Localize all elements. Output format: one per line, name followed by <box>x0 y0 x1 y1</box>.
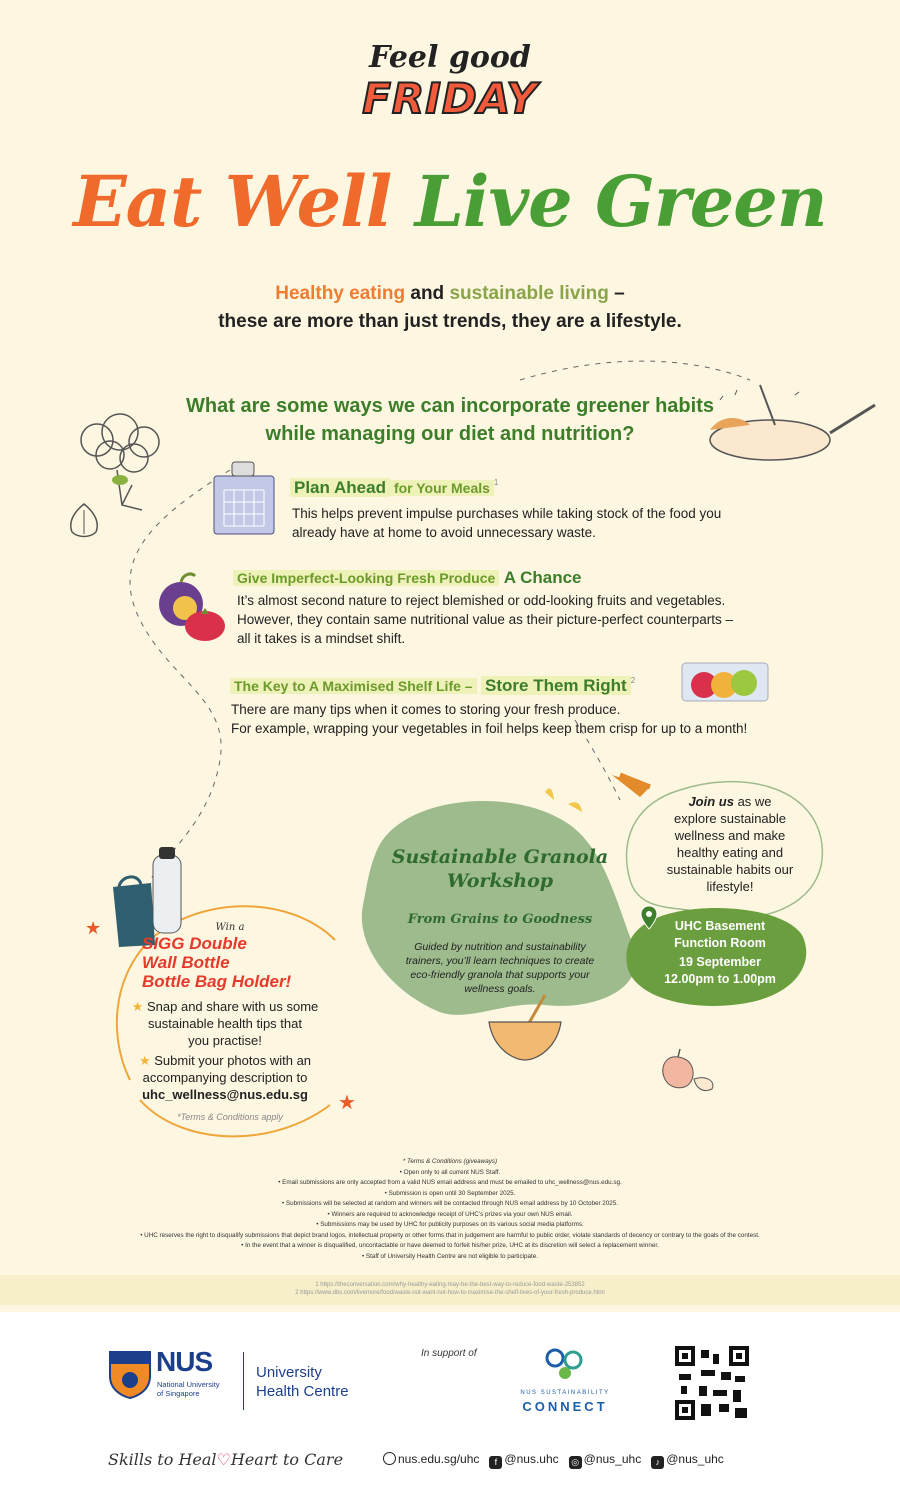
feel-good-label: Feel good <box>369 40 531 75</box>
tagline-part-2: Heart to Care <box>230 1450 344 1469</box>
in-support-of: In support of <box>421 1348 477 1359</box>
workshop-title-line-1: Sustainable Granola <box>391 846 609 868</box>
nus-full-line: of Singapore <box>157 1389 200 1398</box>
tip-2-body <box>237 591 797 648</box>
join-line: lifestyle! <box>706 879 754 894</box>
tip-1-heading-big: Plan Ahead <box>290 478 390 497</box>
tip-1-heading <box>290 478 498 498</box>
giveaway-step-1 <box>120 998 330 1049</box>
facebook-icon: f <box>489 1456 502 1469</box>
venue-info <box>640 918 800 988</box>
prize-line: SIGG Double <box>142 934 247 953</box>
frying-pan-icon <box>700 375 880 475</box>
prize-line: Bottle Bag Holder! <box>142 972 292 991</box>
terms-item: • Staff of University Health Centre are not eligible to participate. <box>361 1252 539 1260</box>
calendar-icon <box>210 460 278 538</box>
workshop-title-line-2: Workshop <box>446 870 554 892</box>
tip-2-body-line: It’s almost second nature to reject blemished or odd-looking fruits and vegetables. <box>237 593 726 608</box>
website-text: nus.edu.sg/uhc <box>398 1452 480 1466</box>
subtitle-line-2: these are more than just trends, they are a lifestyle. <box>218 311 682 332</box>
page-title <box>0 160 900 243</box>
tip-3-heading-small: The Key to A Maximised Shelf Life – <box>230 678 477 694</box>
subtitle-healthy-eating: Healthy eating <box>275 283 406 304</box>
title-live-green: Live Green <box>414 160 827 243</box>
terms-and-conditions <box>0 1157 900 1262</box>
subtitle-line-1 <box>0 280 900 308</box>
plum-icon <box>155 570 230 645</box>
garlic-icon <box>64 500 104 540</box>
subtitle-and: and <box>405 283 450 304</box>
leaf-decoration <box>540 782 590 822</box>
workshop-description-line: eco-friendly granola that supports your <box>410 969 590 981</box>
tip-3-body-line: There are many tips when it comes to storing your fresh produce. <box>231 702 621 717</box>
nus-full-line: National University <box>157 1380 220 1389</box>
nus-logo-text: NUS <box>156 1346 213 1377</box>
friday-label <box>0 74 900 123</box>
globe-icon <box>383 1452 396 1465</box>
logo-divider <box>243 1352 244 1410</box>
tip-3-body-line: For example, wrapping your vegetables in foil helps keep them crisp for up to a month! <box>231 721 748 736</box>
join-line: wellness and make <box>674 828 786 843</box>
terms-heading: * Terms & Conditions (giveaways) <box>402 1158 498 1165</box>
heart-icon: ♡ <box>216 1450 231 1469</box>
instagram-icon: ◎ <box>569 1456 582 1469</box>
join-line-1-rest: as we <box>733 794 772 809</box>
tiktok-link[interactable] <box>651 1452 724 1466</box>
uhc-name <box>256 1363 349 1401</box>
nus-full-name <box>157 1380 220 1398</box>
tagline-part-1: Skills to Heal <box>108 1450 217 1469</box>
tip-3-heading-big: Store Them Right <box>481 676 631 695</box>
reference-1[interactable]: 1 https://theconversation.com/why-healthy-eating-may-be-the-best-way-to-reduce-food-waste-253852 <box>315 1282 585 1288</box>
tip-3-heading <box>230 676 635 696</box>
tip-2-heading <box>233 568 582 588</box>
tip-2-heading-big: A Chance <box>503 568 582 587</box>
prize-line: Wall Bottle <box>142 953 230 972</box>
terms-item: • Submission is open until 30 September 2025. <box>384 1189 516 1197</box>
terms-note: *Terms & Conditions apply <box>177 1112 283 1122</box>
reference-2[interactable]: 2 https://www.dbs.com/livemore/food/waste-not-want-not-how-to-maximise-the-shelf-lives-of-your-fresh-produce.html <box>295 1290 605 1296</box>
terms-item: • Open only to all current NUS Staff. <box>399 1168 501 1176</box>
star-icon: ★ <box>338 1090 356 1114</box>
workshop-description-line: wellness goals. <box>464 983 536 995</box>
terms-item: • Submissions will be selected at random and winners will be contacted through NUS email address by 10 October 2025. <box>281 1200 619 1207</box>
nus-sustainability-connect-icon <box>543 1346 587 1384</box>
nsc-label-big: CONNECT <box>522 1399 608 1414</box>
uhc-line: Health Centre <box>256 1383 349 1400</box>
title-eat-well: Eat Well <box>73 160 392 243</box>
subtitle-dash: – <box>608 283 625 304</box>
terms-item: • Winners are required to acknowledge receipt of UHC’s prizes via your own NUS email. <box>327 1210 573 1218</box>
tip-2-body-line: However, they contain same nutritional value as their picture-perfect counterparts – <box>237 612 734 627</box>
website-link[interactable] <box>383 1452 479 1466</box>
star-icon: ★ <box>138 1053 151 1068</box>
terms-item: • Email submissions are only accepted from a valid NUS email address and must be emailed to uhc_wellness@nus.edu.sg. <box>278 1179 622 1186</box>
venue-line-2: Function Room <box>674 936 766 950</box>
tip-1-body-line: This helps prevent impulse purchases while taking stock of the food you <box>292 506 722 521</box>
giveaway-email: uhc_wellness@nus.edu.sg <box>142 1087 308 1102</box>
step-2-line: Submit your photos with an <box>154 1053 312 1068</box>
venue-date: 19 September <box>679 955 761 969</box>
friday-text: FRIDAY <box>362 74 538 123</box>
social-links <box>383 1452 724 1469</box>
join-text <box>640 793 820 895</box>
bowl-whisk-icon <box>485 990 565 1065</box>
tip-1-body-line: already have at home to avoid unnecessary waste. <box>292 525 596 540</box>
tiktok-text: @nus_uhc <box>666 1452 724 1466</box>
giveaway-step-2 <box>120 1052 330 1103</box>
tip-1-heading-small: for Your Meals <box>390 480 494 496</box>
join-line: sustainable habits our <box>666 862 794 877</box>
nus-crest-icon <box>108 1350 152 1400</box>
facebook-link[interactable] <box>489 1452 558 1466</box>
workshop-description-line: Guided by nutrition and sustainability <box>414 941 586 953</box>
venue-time: 12.00pm to 1.00pm <box>664 972 776 986</box>
question-line-2: while managing our diet and nutrition? <box>265 423 635 445</box>
qr-code-icon[interactable] <box>675 1346 749 1420</box>
step-1-line: sustainable health tips that <box>148 1016 302 1031</box>
star-icon: ★ <box>85 918 102 939</box>
step-1-line: Snap and share with us some <box>147 999 319 1014</box>
step-1-line: you practise! <box>188 1033 262 1048</box>
workshop-description-line: trainers, you’ll learn techniques to create <box>405 955 595 967</box>
subtitle-sustainable-living: sustainable living <box>449 283 609 304</box>
question-line-1: What are some ways we can incorporate greener habits <box>186 395 714 417</box>
tip-1-footnote: 1 <box>493 478 499 487</box>
terms-item: • In the event that a winner is disqualified, uncontactable or have deemed to forfeit his/her prize, UHC at its discretion will select a replacement winner. <box>241 1242 659 1249</box>
references <box>0 1275 900 1305</box>
join-line-1 <box>640 793 820 810</box>
footer <box>0 1312 900 1500</box>
terms-item: • Submissions may be used by UHC for publicity purposes on its various social media platforms. <box>316 1221 584 1228</box>
win-a-label: Win a <box>215 922 245 933</box>
tip-1-body <box>292 504 812 542</box>
tiktok-icon: ♪ <box>651 1456 664 1469</box>
step-2-line: accompanying description to <box>142 1070 308 1085</box>
workshop-description <box>385 940 615 996</box>
star-icon: ★ <box>131 999 144 1014</box>
apple-icon <box>658 1045 718 1095</box>
venue-line-1: UHC Basement <box>674 919 766 933</box>
workshop-title <box>370 845 630 893</box>
instagram-text: @nus_uhc <box>583 1452 642 1466</box>
tip-2-heading-small: Give Imperfect-Looking Fresh Produce <box>233 570 499 586</box>
terms-item: • UHC reserves the right to disqualify submissions that depict brand logos, intellectual property or other forms that in judgement are harmful to public order, violate standards of decency or contrary to the goals of the contest. <box>140 1231 760 1239</box>
tip-2-body-line: all it takes is a mindset shift. <box>237 631 406 646</box>
facebook-text: @nus.uhc <box>504 1452 559 1466</box>
workshop-subtitle: From Grains to Goodness <box>407 912 593 927</box>
instagram-link[interactable] <box>569 1452 642 1466</box>
join-line: explore sustainable <box>673 811 787 826</box>
tip-3-body <box>231 700 831 738</box>
prize-title <box>142 934 291 991</box>
subtitle <box>0 280 900 336</box>
join-us-label: Join us <box>688 794 734 809</box>
nsc-label-small: NUS SUSTAINABILITY <box>520 1390 610 1396</box>
join-line: healthy eating and <box>676 845 784 860</box>
tip-3-footnote: 2 <box>630 676 636 685</box>
uhc-line: University <box>256 1364 322 1381</box>
tagline <box>108 1450 343 1469</box>
